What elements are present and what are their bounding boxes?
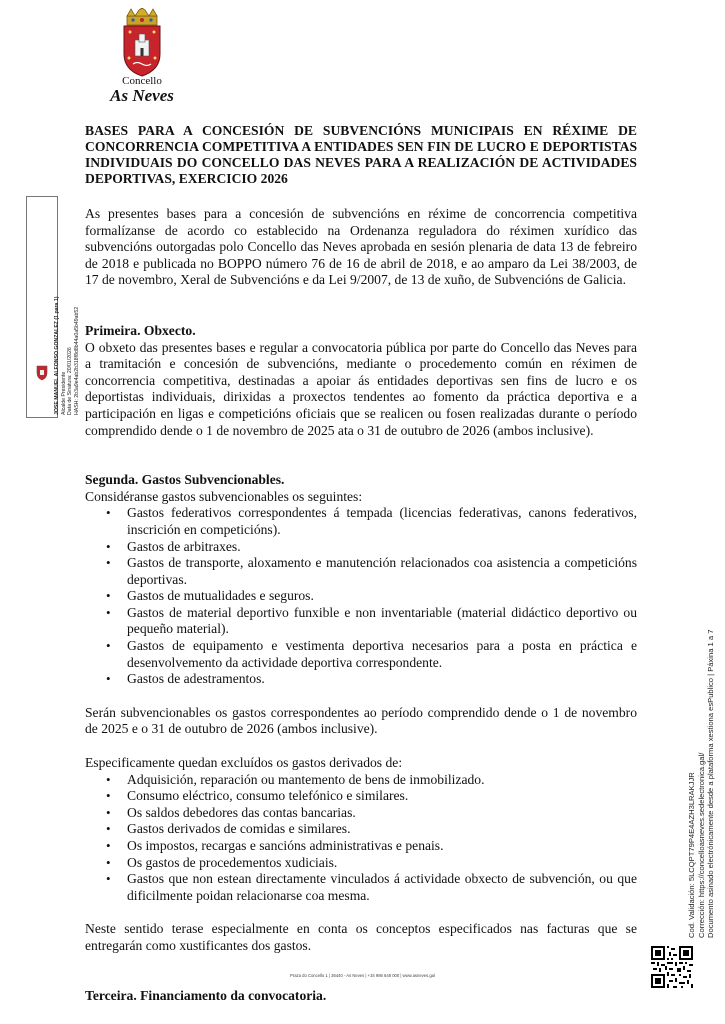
validation-code: Cod. Validación: 5LCQPT79P4E4AZH3LRAKJJR [687,772,696,938]
section-heading-obxecto: Primeira. Obxecto. [85,322,196,338]
excluded-lead: Especificamente quedan excluídos os gastos derivados de: [85,755,403,771]
signature-hash: HASH: 2b3a9e4ab2b318f8d8b44a0a5b49ab52 [73,306,80,415]
list-item: • Gastos de mutualidades e seguros. [127,588,637,605]
excluded-list [85,772,637,905]
gastos-period-paragraph: Serán subvencionables os gastos correspondentes ao período comprendido dende o 1 de novembro de 2025 e o 31 de outubro de 2026 (ambos inclusive). [85,704,637,737]
list-item: • Gastos de material deportivo funxible e non inventariable (material didáctico deportivo ou pequeño material). [127,605,637,638]
concello-logo [100,8,184,104]
list-item: • Gastos que non estean directamente vinculados á actividade obxecto de subvención, ou que dificilmente poidan relacionarse coa mesma. [127,871,637,904]
section-heading-gastos: Segunda. Gastos Subvencionables. [85,472,285,488]
section-obxecto-text: O obxeto das presentes bases e regular a convocatoria pública por parte do Concello das Neves para a tramitación e concesión de subvencións, mediante o procedemento común en réximen de concorrencia competitiva, destinadas a apoiar ás entidades deportivas sen fins de lucro e os deportistas individuais, dirixidas a proxectos tendentes ao fomento da práctica deportiva e a participación en ligas e competicións oficiais que se realicen ou fosen realizadas durante o período comprendido dende o 1 de novembro de 2025 ata o 31 de outubro de 2026 (ambos inclusive). [85,339,637,438]
list-item: • Gastos de arbitraxes. [127,539,637,556]
list-item: • Gastos de adestramentos. [127,671,637,688]
logo-town-text: As Neves [110,86,174,105]
page-footer: Praza do Concello 1 | 36440 - As Neves | +34 986 648 000 | www.asneves.gal [290,973,435,978]
qr-code-icon [651,946,693,988]
mini-shield-icon [33,363,51,381]
list-item: • Adquisición, reparación ou mantemento de bens de inmobilizado. [127,772,637,789]
signature-text [54,297,80,415]
list-item: • Gastos de equipamento e vestimenta deportiva necesarios para a posta en práctica e desenvolvemento da actividade deportiva correspondente. [127,638,637,671]
logo-org-text: Concello [122,75,162,87]
signature-signer: JOSE MANUEL ALFONSO GONZALEZ (1 para 1) [54,296,60,415]
list-item: • Gastos derivados de comidas e similares. [127,821,637,838]
list-item: • Os impostos, recargas e sancións administrativas e penais. [127,838,637,855]
signature-date: Data de Sinatura: 20/01/2026 [67,347,73,415]
document-title: BASES PARA A CONCESIÓN DE SUBVENCIÓNS MUNICIPAIS EN RÉXIME DE CONCORRENCIA COMPETITIVA A ENTIDADES SEN FIN DE LUCRO E DEPORTISTAS INDIVIDUAIS DO CONCELLO DAS NEVES PARA A REALIZACIÓN DE ACTIVIDADES DEPORTIVAS, EXERCICIO 2026 [85,123,637,186]
list-item: • Gastos federativos correspondentes á tempada (licencias federativas, canons federativos, inscrición en competicións). [127,505,637,538]
section-heading-financiamento: Terceira. Financiamento da convocatoria. [85,987,327,1003]
signature-box [26,196,80,418]
list-item: • Os gastos de procedementos xudiciais. [127,855,637,872]
coat-of-arms-icon [115,8,169,78]
section-gastos-lead: Considéranse gastos subvencionables os seguintes: [85,488,363,504]
intro-paragraph: As presentes bases para a concesión de subvencións en réxime de concorrencia competitiva formalízanse de acordo co establecido na Ordenanza reguladora do réximen xurídico das subvencións outorgadas polo Concello das Neves aprobada en sesión plenaria de data 13 de febreiro de 2018 e publicada no BOPPO número 76 de 16 de abril de 2018, e ao amparo da Lei 38/2003, de 17 de novembro, Xeral de Subvencións e da Lei 9/2007, de 13 de xuño, de Subvencións de Galicia. [85,206,637,288]
list-item: • Gastos de transporte, aloxamento e manutención relacionados coa asistencia a competicións deportivas. [127,555,637,588]
document-body [85,123,637,1004]
validation-note: Documento asinado electrónicamente desde a plataforma xestiona esPublico | Páxina 1 a 7 [706,629,716,938]
validation-text [687,630,716,938]
validation-url: Corrección: https://concelloasneves.sedelectronica.gal/ [696,752,706,938]
signature-role: Alcalde Presidente [60,371,67,415]
list-item: • Os saldos debedores das contas bancarias. [127,805,637,822]
list-item: • Consumo eléctrico, consumo telefónico e similares. [127,788,637,805]
closing-paragraph: Neste sentido terase especialmente en conta os conceptos especificados nas facturas que se entregarán como xustificantes dos gastos. [85,921,637,953]
gastos-list [85,505,637,688]
